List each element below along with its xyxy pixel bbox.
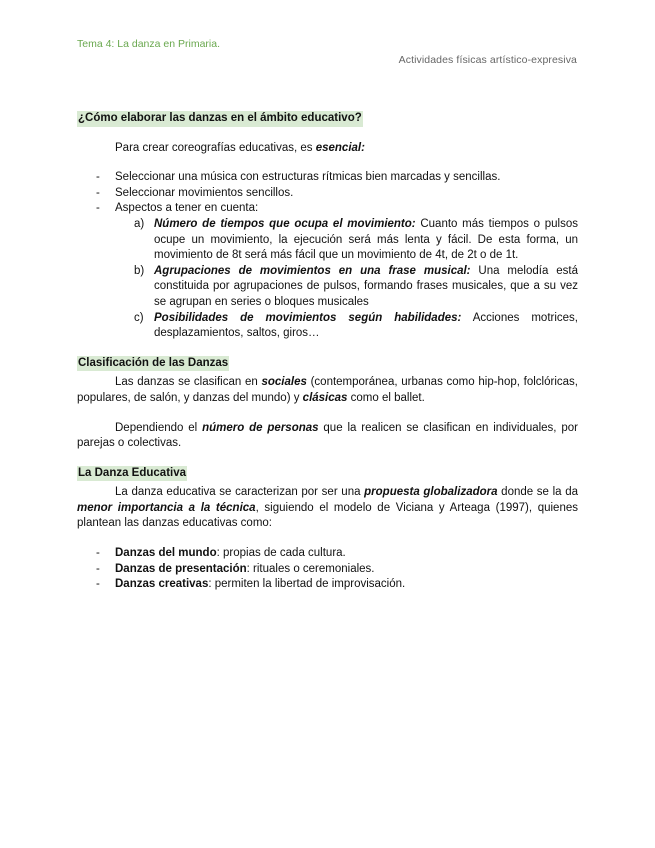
aspect-text: Acciones motrices, desplazamientos, saltos, giros…: [154, 311, 578, 340]
header-subject: Actividades físicas artístico-expresiva: [398, 54, 577, 66]
emphasis-propuesta: propuesta globalizadora: [364, 486, 498, 499]
dance-type-name: Danzas del mundo: [115, 547, 217, 560]
dance-type-desc: : rituales o ceremoniales.: [246, 562, 375, 575]
aspect-title: Posibilidades de movimientos según habilidades:: [154, 311, 462, 324]
header-topic: Tema 4: La danza en Primaria.: [77, 38, 220, 50]
dance-type-name: Danzas creativas: [115, 578, 209, 591]
emphasis-numero-personas: número de personas: [202, 421, 319, 434]
list-item: - Aspectos a tener en cuenta:: [77, 201, 578, 217]
list-item: - Seleccionar una música con estructuras rítmicas bien marcadas y sencillas.: [77, 170, 578, 186]
aspect-label: a): [134, 217, 145, 230]
dance-type-desc: : permiten la libertad de improvisación.: [208, 578, 406, 591]
emphasis-sociales: sociales: [261, 376, 307, 389]
aspect-label: c): [134, 311, 144, 324]
aspect-label: b): [134, 264, 145, 277]
dance-type-name: Danzas de presentación: [115, 562, 247, 575]
aspect-text: Cuanto más tiempos o pulsos ocupe un movimiento, la ejecución será más lenta y fácil. De esta forma, un movimiento de 8t será más fácil que un movimiento de 4t, de 2t o de 1t.: [154, 217, 578, 262]
list-item: [77, 546, 578, 562]
aspect-text: Una melodía está constituida por agrupaciones de pulsos, formando frases musicales, que a su vez se agrupan en series o bloques musicales: [154, 264, 578, 308]
aspects-list: [77, 217, 578, 342]
aspect-item: [77, 264, 578, 311]
list-item: [77, 577, 578, 593]
dance-type-desc: : propias de cada cultura.: [216, 547, 346, 560]
people-paragraph: Dependiendo el número de personas que la realicen se clasifican en individuales, por parejas o colectivas.: [77, 421, 578, 450]
emphasis-clasicas: clásicas: [302, 391, 348, 404]
educational-dance-paragraph: La danza educativa se caracterizan por ser una propuesta globalizadora donde se la da menor importancia a la técnica, siguiendo el modelo de Viciana y Arteaga (1997), quienes plantean las danzas educativas como:: [77, 486, 578, 530]
requirements-list: [77, 170, 578, 217]
dance-types-list: [77, 546, 578, 593]
emphasis-menor-importancia: menor importancia a la técnica: [77, 501, 256, 514]
section-heading-clasificacion: Clasificación de las Danzas: [77, 356, 229, 372]
intro-paragraph: Para crear coreografías educativas, es esencial:: [115, 141, 365, 154]
aspect-title: Número de tiempos que ocupa el movimiento:: [154, 217, 416, 230]
list-item: - Seleccionar movimientos sencillos.: [77, 186, 578, 202]
list-item: [77, 562, 578, 578]
classification-paragraph: Las danzas se clasifican en sociales (contemporánea, urbanas como hip-hop, folclóricas, populares, de salón, y danzas del mundo) y clásicas como el ballet.: [77, 376, 578, 404]
aspect-item: [77, 311, 578, 342]
aspect-item: [77, 217, 578, 264]
section-heading-elaborar: ¿Cómo elaborar las danzas en el ámbito educativo?: [77, 111, 363, 127]
section-heading-danza-educativa: La Danza Educativa: [77, 466, 187, 482]
document-body: [77, 111, 578, 593]
aspect-title: Agrupaciones de movimientos en una frase musical:: [154, 264, 471, 277]
emphasis-esencial: esencial:: [315, 141, 365, 154]
